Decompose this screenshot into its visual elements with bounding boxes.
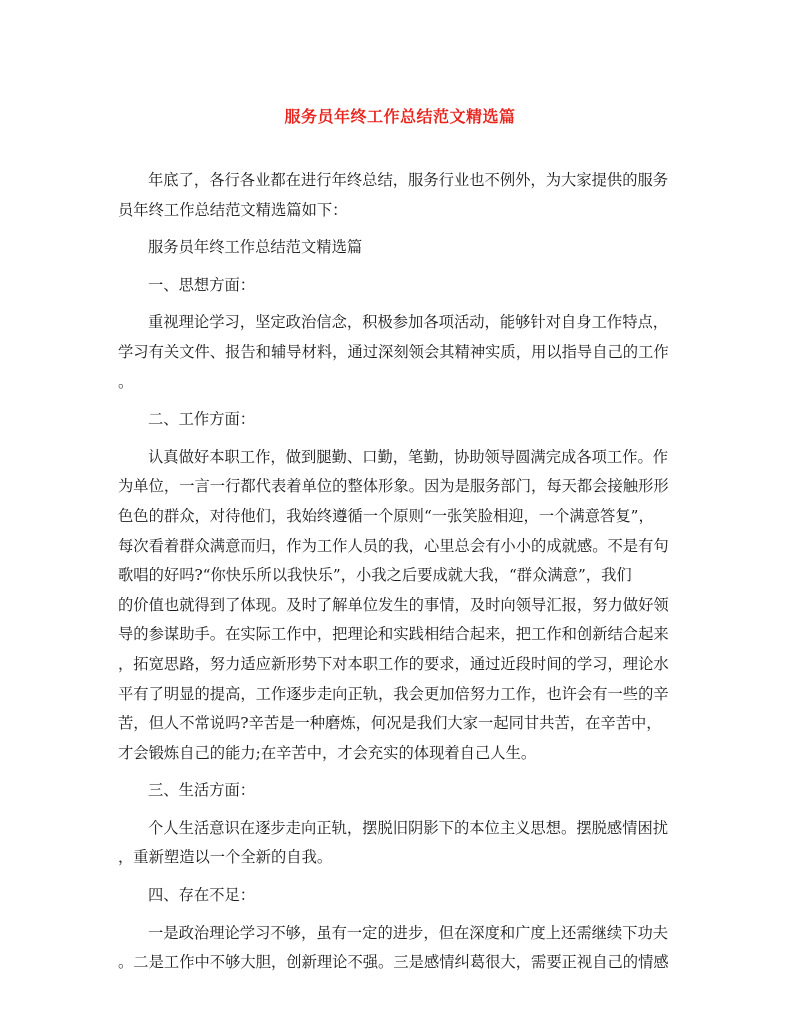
text-line: 。二是工作中不够大胆，创新理论不强。三是感情纠葛很大，需要正视自己的情感 <box>118 953 669 972</box>
paragraph-para-2 <box>118 443 688 769</box>
paragraph-para-1 <box>118 308 688 397</box>
text-line: 一、思想方面： <box>148 275 256 294</box>
text-line: 才会锻炼自己的能力;在辛苦中，才会充实的体现着自己人生。 <box>118 743 537 762</box>
text-line: 的价值也就得到了体现。及时了解单位发生的事情，及时向领导汇报，努力做好领 <box>118 595 669 614</box>
document-body <box>118 166 688 978</box>
text-line: 认真做好本职工作，做到腿勤、口勤，笔勤，协助领导圆满完成各项工作。作 <box>148 447 669 466</box>
text-line: 学习有关文件、报告和辅导材料，通过深刻领会其精神实质，用以指导自己的工作 <box>118 342 669 361</box>
text-line: ，拓宽思路，努力适应新形势下对本职工作的要求，通过近段时间的学习，理论水 <box>118 654 669 673</box>
paragraph-para-3 <box>118 814 688 873</box>
text-line: 三、生活方面： <box>148 781 256 800</box>
paragraph-subtitle <box>118 233 688 263</box>
text-line: 每次看着群众满意而归，作为工作人员的我，心里总会有小小的成就感。不是有句 <box>118 536 669 555</box>
text-line: 歌唱的好吗?“你快乐所以我快乐”，小我之后要成就大我，“群众满意”，我们 <box>118 566 632 585</box>
text-line: 四、存在不足： <box>148 886 256 905</box>
paragraph-heading-2 <box>118 405 688 435</box>
text-line: 年底了，各行各业都在进行年终总结，服务行业也不例外，为大家提供的服务 <box>148 171 669 189</box>
text-line: 导的参谋助手。在实际工作中，把理论和实践相结合起来，把工作和创新结合起来 <box>118 625 669 644</box>
text-line: 苦，但人不常说吗?辛苦是一种磨炼，何况是我们大家一起同甘共苦，在辛苦中， <box>118 714 662 733</box>
text-line: 一是政治理论学习不够，虽有一定的进步，但在深度和广度上还需继续下功夫 <box>148 923 669 942</box>
text-line: 。 <box>118 372 134 391</box>
paragraph-para-4 <box>118 919 688 978</box>
text-line: 员年终工作总结范文精选篇如下： <box>118 200 348 219</box>
text-line: 平有了明显的提高，工作逐步走向正轨，我会更加倍努力工作，也许会有一些的辛 <box>118 684 669 703</box>
text-line: 重视理论学习，坚定政治信念，积极参加各项活动，能够针对自身工作特点， <box>148 313 669 332</box>
paragraph-heading-3 <box>118 776 688 806</box>
text-line: ，重新塑造以一个全新的自我。 <box>118 848 333 867</box>
text-line: 服务员年终工作总结范文精选篇 <box>148 238 363 257</box>
document-title: 服务员年终工作总结范文精选篇 <box>284 107 516 126</box>
text-line: 色色的群众，对待他们，我始终遵循一个原则“一张笑脸相迎，一个满意答复”， <box>118 506 654 525</box>
paragraph-heading-1 <box>118 271 688 301</box>
text-line: 个人生活意识在逐步走向正轨，摆脱旧阴影下的本位主义思想。摆脱感情困扰 <box>148 818 669 837</box>
text-line: 为单位，一言一行都代表着单位的整体形象。因为是服务部门，每天都会接触形形 <box>118 477 669 496</box>
paragraph-heading-4 <box>118 881 688 911</box>
text-line: 二、工作方面： <box>148 410 256 429</box>
paragraph-intro <box>118 166 688 225</box>
